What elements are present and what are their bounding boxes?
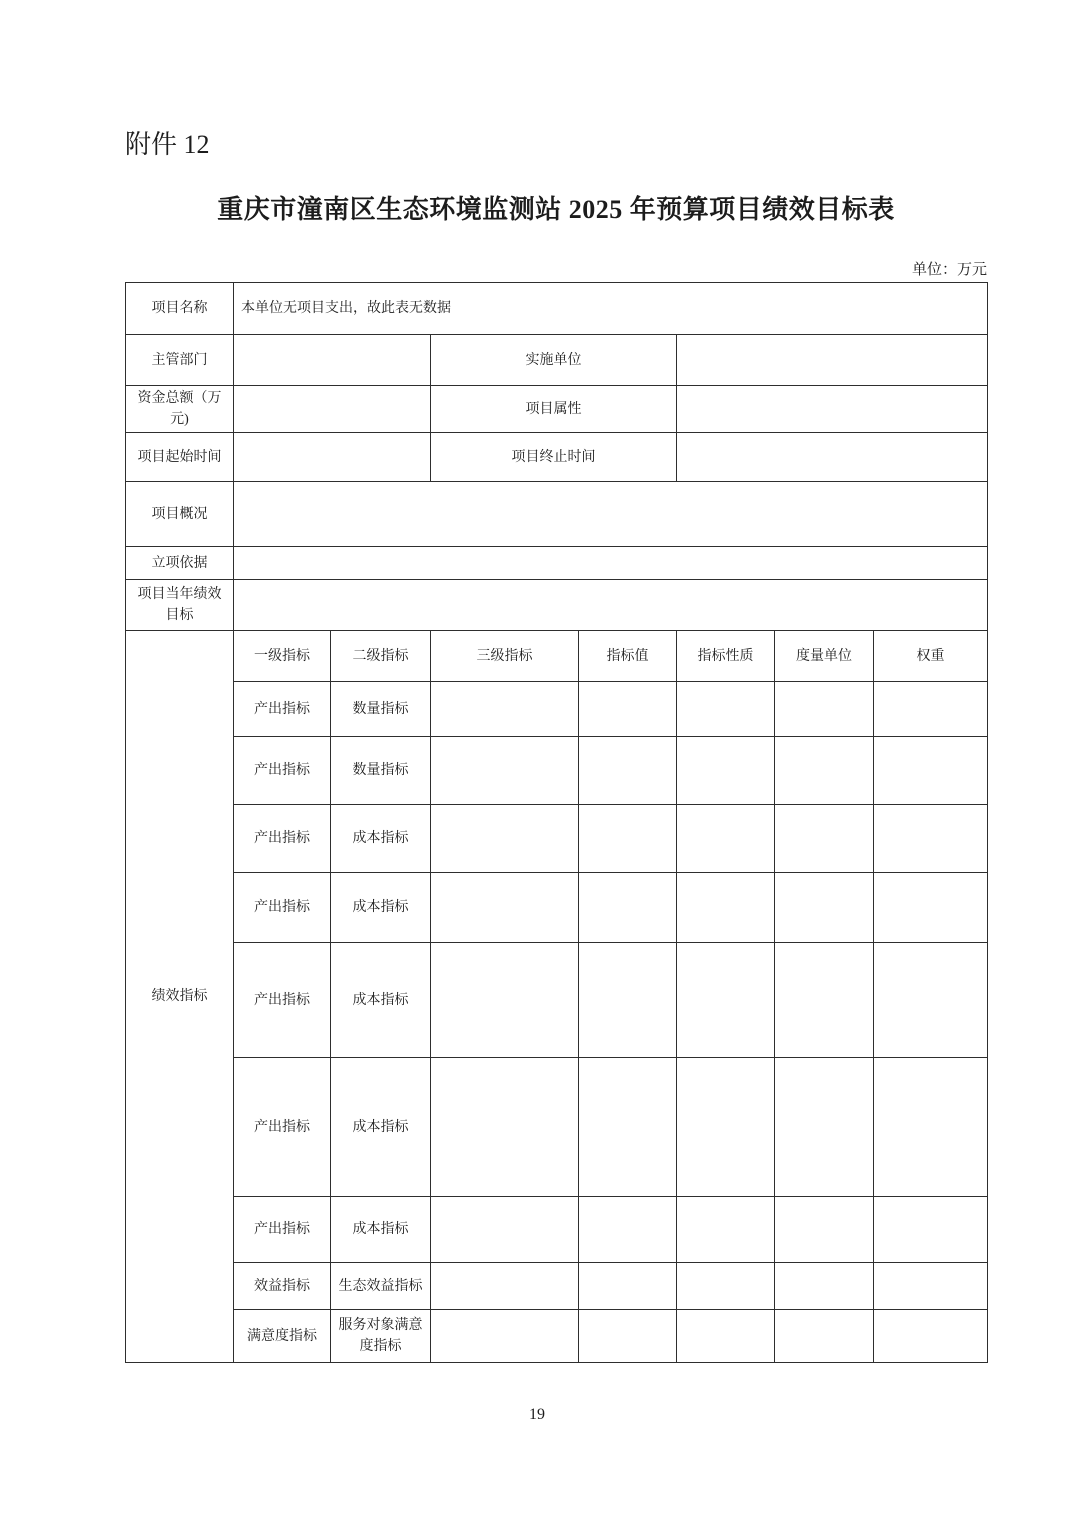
indicator-value-cell xyxy=(579,1310,677,1363)
total-funds-label-cell: 资金总额（万元) xyxy=(126,386,234,433)
performance-label-cell: 绩效指标 xyxy=(126,631,234,1363)
performance-target-table xyxy=(125,282,988,1363)
indicator-level2-cell: 成本指标 xyxy=(331,1197,431,1263)
indicator-header-cell: 二级指标 xyxy=(331,631,431,682)
indicator-level3-cell xyxy=(431,1310,579,1363)
start-end-row xyxy=(126,433,988,482)
project-name-label-cell: 项目名称 xyxy=(126,283,234,335)
document-content xyxy=(125,0,987,1363)
indicator-row xyxy=(126,682,988,737)
indicator-value-cell xyxy=(579,805,677,873)
indicator-value-cell xyxy=(579,873,677,943)
indicator-level3-cell xyxy=(431,737,579,805)
indicator-nature-cell xyxy=(677,737,775,805)
overview-row xyxy=(126,482,988,547)
page-title: 重庆市潼南区生态环境监测站 2025 年预算项目绩效目标表 xyxy=(217,195,895,224)
indicator-level3-cell xyxy=(431,943,579,1058)
indicator-header-cell: 一级指标 xyxy=(234,631,331,682)
indicator-header-row xyxy=(126,631,988,682)
indicator-value-cell xyxy=(579,682,677,737)
indicator-unit-cell xyxy=(775,873,874,943)
indicator-level2-cell: 数量指标 xyxy=(331,737,431,805)
basis-value-cell xyxy=(234,547,988,580)
indicator-level2-cell: 服务对象满意度指标 xyxy=(331,1310,431,1363)
indicator-level2-cell: 成本指标 xyxy=(331,805,431,873)
indicator-level3-cell xyxy=(431,1197,579,1263)
indicator-level3-cell xyxy=(431,1058,579,1197)
indicator-row xyxy=(126,805,988,873)
indicator-nature-cell xyxy=(677,873,775,943)
indicator-row xyxy=(126,943,988,1058)
indicator-value-cell xyxy=(579,737,677,805)
indicator-level2-cell: 成本指标 xyxy=(331,1058,431,1197)
indicator-weight-cell xyxy=(874,805,988,873)
page-number: 19 xyxy=(529,1406,545,1423)
project-end-value-cell xyxy=(677,433,988,482)
indicator-unit-cell xyxy=(775,737,874,805)
annual-target-label-cell: 项目当年绩效目标 xyxy=(126,580,234,631)
overview-value-cell xyxy=(234,482,988,547)
overview-label-cell: 项目概况 xyxy=(126,482,234,547)
indicator-unit-cell xyxy=(775,682,874,737)
attachment-label: 附件 12 xyxy=(125,130,210,159)
indicator-value-cell xyxy=(579,1263,677,1310)
annual-target-row xyxy=(126,580,988,631)
indicator-row xyxy=(126,1263,988,1310)
indicator-unit-cell xyxy=(775,1058,874,1197)
indicator-level1-cell: 满意度指标 xyxy=(234,1310,331,1363)
supervisor-dept-value-cell xyxy=(234,335,431,386)
indicator-header-cell: 权重 xyxy=(874,631,988,682)
supervisor-dept-label-cell: 主管部门 xyxy=(126,335,234,386)
indicator-nature-cell xyxy=(677,1058,775,1197)
project-attribute-label-cell: 项目属性 xyxy=(431,386,677,433)
indicator-level3-cell xyxy=(431,682,579,737)
indicator-value-cell xyxy=(579,1197,677,1263)
indicator-nature-cell xyxy=(677,682,775,737)
indicator-unit-cell xyxy=(775,1310,874,1363)
indicator-level1-cell: 产出指标 xyxy=(234,737,331,805)
implement-unit-label-cell: 实施单位 xyxy=(431,335,677,386)
indicator-row xyxy=(126,873,988,943)
project-attribute-value-cell xyxy=(677,386,988,433)
annual-target-value-cell xyxy=(234,580,988,631)
indicator-unit-cell xyxy=(775,805,874,873)
project-name-row xyxy=(126,283,988,335)
project-end-label-cell: 项目终止时间 xyxy=(431,433,677,482)
indicator-weight-cell xyxy=(874,873,988,943)
indicator-level1-cell: 产出指标 xyxy=(234,943,331,1058)
indicator-nature-cell xyxy=(677,805,775,873)
indicator-value-cell xyxy=(579,1058,677,1197)
indicator-header-cell: 度量单位 xyxy=(775,631,874,682)
indicator-weight-cell xyxy=(874,1263,988,1310)
indicator-row xyxy=(126,737,988,805)
dept-unit-row xyxy=(126,335,988,386)
indicator-row xyxy=(126,1310,988,1363)
indicator-weight-cell xyxy=(874,1058,988,1197)
indicator-weight-cell xyxy=(874,943,988,1058)
indicator-nature-cell xyxy=(677,1310,775,1363)
basis-label-cell: 立项依据 xyxy=(126,547,234,580)
indicator-level2-cell: 生态效益指标 xyxy=(331,1263,431,1310)
indicator-level2-cell: 数量指标 xyxy=(331,682,431,737)
indicator-level1-cell: 产出指标 xyxy=(234,805,331,873)
indicator-header-cell: 三级指标 xyxy=(431,631,579,682)
indicator-level3-cell xyxy=(431,873,579,943)
indicator-nature-cell xyxy=(677,943,775,1058)
indicator-weight-cell xyxy=(874,1310,988,1363)
indicator-level2-cell: 成本指标 xyxy=(331,943,431,1058)
indicator-level2-cell: 成本指标 xyxy=(331,873,431,943)
indicator-header-cell: 指标性质 xyxy=(677,631,775,682)
basis-row xyxy=(126,547,988,580)
indicator-level1-cell: 产出指标 xyxy=(234,1058,331,1197)
indicator-unit-cell xyxy=(775,1197,874,1263)
funds-attribute-row xyxy=(126,386,988,433)
indicator-level3-cell xyxy=(431,805,579,873)
indicator-value-cell xyxy=(579,943,677,1058)
indicator-row xyxy=(126,1058,988,1197)
indicator-level1-cell: 产出指标 xyxy=(234,873,331,943)
indicator-row xyxy=(126,1197,988,1263)
indicator-level1-cell: 产出指标 xyxy=(234,682,331,737)
indicator-weight-cell xyxy=(874,1197,988,1263)
project-start-label-cell: 项目起始时间 xyxy=(126,433,234,482)
indicator-nature-cell xyxy=(677,1197,775,1263)
project-start-value-cell xyxy=(234,433,431,482)
indicator-header-cell: 指标值 xyxy=(579,631,677,682)
indicator-level1-cell: 效益指标 xyxy=(234,1263,331,1310)
unit-note: 单位：万元 xyxy=(911,262,987,278)
indicator-level1-cell: 产出指标 xyxy=(234,1197,331,1263)
indicator-weight-cell xyxy=(874,737,988,805)
total-funds-value-cell xyxy=(234,386,431,433)
indicator-level3-cell xyxy=(431,1263,579,1310)
indicator-unit-cell xyxy=(775,1263,874,1310)
indicator-weight-cell xyxy=(874,682,988,737)
project-name-value-cell: 本单位无项目支出，故此表无数据 xyxy=(234,283,988,335)
indicator-unit-cell xyxy=(775,943,874,1058)
indicator-nature-cell xyxy=(677,1263,775,1310)
implement-unit-value-cell xyxy=(677,335,988,386)
